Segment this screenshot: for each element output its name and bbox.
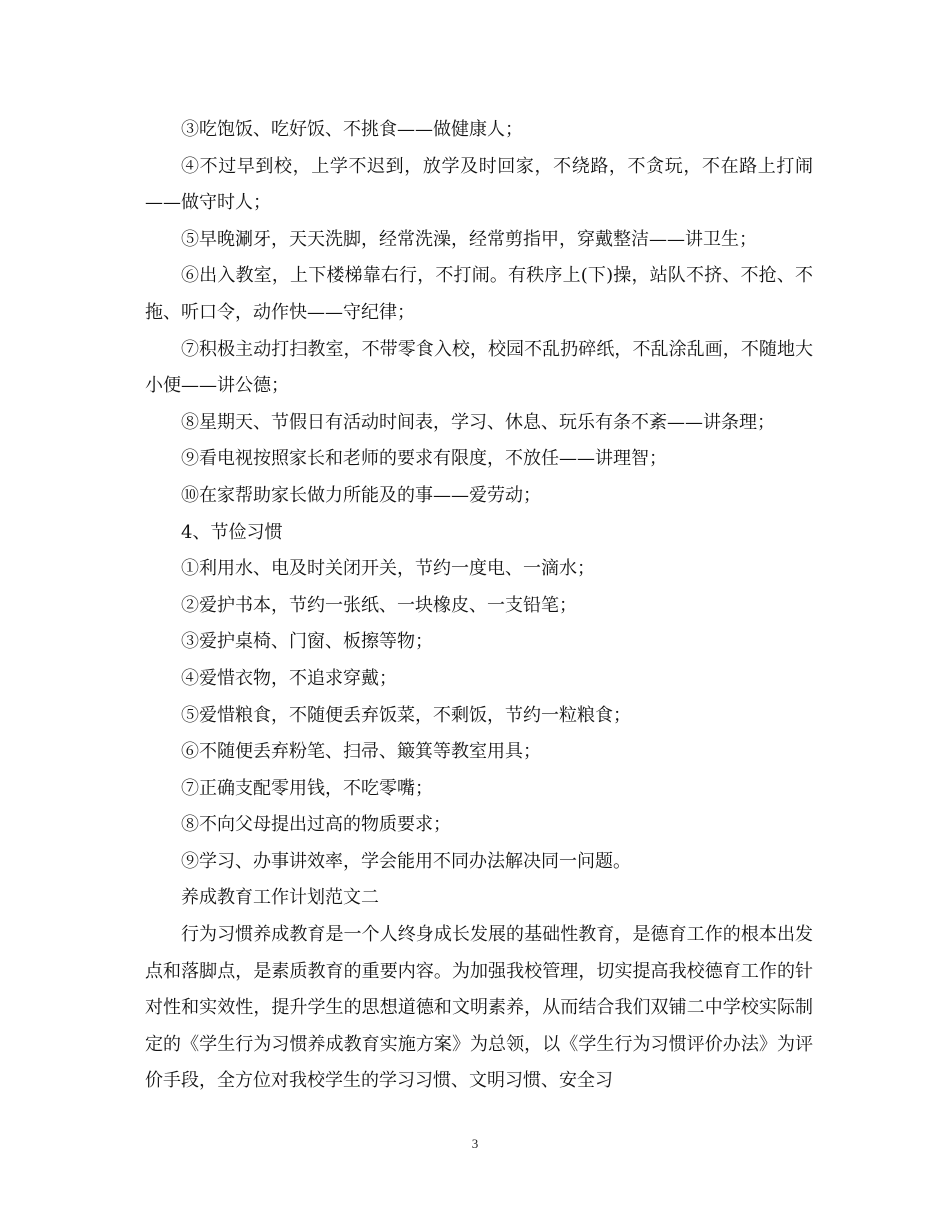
list-item: ③爱护桌椅、门窗、板擦等物； (181, 631, 433, 653)
list-item: ⑩在家帮助家长做力所能及的事——爱劳动； (181, 484, 541, 506)
list-item: ⑧星期天、节假日有活动时间表，学习、休息、玩乐有条不紊——讲条理； (181, 411, 775, 433)
list-item: ④爱惜衣物，不追求穿戴； (181, 667, 397, 689)
list-item: ⑦正确支配零用钱，不吃零嘴； (181, 777, 433, 799)
body-paragraph: 行为习惯养成教育是一个人终身成长发展的基础性教育，是德育工作的根本出发点和落脚点，是素质教育的重要内容。为加强我校管理，切实提高我校德育工作的针对性和实效性，提升学生的思想道德和文明素养，从而结合我们双铺二中学校实际制定的《学生行为习惯养成教育实施方案》为总领，以《学生行为习惯评价办法》为评价手段，全方位对我校学生的学习习惯、文明习惯、安全习 (145, 924, 813, 1092)
list-item: ⑧不向父母提出过高的物质要求； (181, 814, 451, 836)
list-item: ⑦积极主动打扫教室，不带零食入校，校园不乱扔碎纸，不乱涂乱画，不随地大小便——讲公德； (145, 338, 813, 397)
section-heading: 4、节俭习惯 (181, 521, 283, 543)
list-item: ④不过早到校，上学不迟到，放学及时回家，不绕路，不贪玩，不在路上打闹——做守时人； (145, 155, 813, 214)
list-item: ⑨学习、办事讲效率，学会能用不同办法解决同一问题。 (181, 850, 631, 872)
list-item: ⑥出入教室，上下楼梯靠右行，不打闹。有秩序上(下)操，站队不挤、不抢、不拖、听口令，动作快——守纪律； (145, 265, 813, 323)
list-item: ⑤早晚涮牙，天天洗脚，经常洗澡，经常剪指甲，穿戴整洁——讲卫生； (181, 228, 757, 250)
list-item: ⑨看电视按照家长和老师的要求有限度，不放任——讲理智； (181, 448, 667, 470)
list-item: ⑤爱惜粮食，不随便丢弃饭菜，不剩饭，节约一粒粮食； (181, 704, 631, 726)
list-item: ⑥不随便丢弃粉笔、扫帚、簸箕等教室用具； (181, 741, 541, 763)
list-item: ①利用水、电及时关闭开关，节约一度电、一滴水； (181, 558, 595, 580)
page-number: 3 (471, 1136, 479, 1151)
section-title: 养成教育工作计划范文二 (181, 887, 379, 909)
list-item: ②爱护书本，节约一张纸、一块橡皮、一支铅笔； (181, 594, 577, 616)
list-item: ③吃饱饭、吃好饭、不挑食——做健康人； (181, 119, 523, 140)
document-body (145, 112, 813, 1100)
